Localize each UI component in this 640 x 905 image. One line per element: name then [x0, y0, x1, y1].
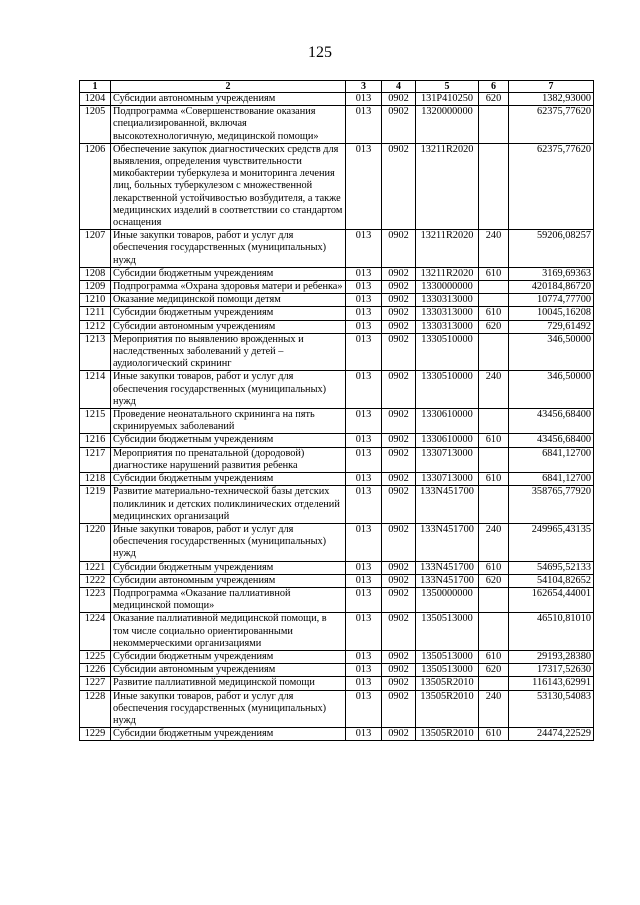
admin-code-cell: 013	[346, 650, 382, 663]
amount-cell: 53130,54083	[509, 690, 594, 728]
section-code-cell: 0902	[382, 320, 416, 333]
budget-table	[79, 80, 594, 741]
expense-type-cell: 610	[479, 473, 509, 486]
section-code-cell: 0902	[382, 677, 416, 690]
section-code-cell: 0902	[382, 409, 416, 434]
expense-type-cell: 620	[479, 320, 509, 333]
page-number: 125	[308, 44, 332, 61]
row-name-cell: Субсидии автономным учреждениям	[111, 574, 346, 587]
amount-cell: 46510,81010	[509, 613, 594, 651]
admin-code-cell: 013	[346, 523, 382, 561]
header-row	[80, 81, 594, 93]
row-name-cell: Субсидии бюджетным учреждениям	[111, 267, 346, 280]
section-code-cell: 0902	[382, 587, 416, 612]
admin-code-cell: 013	[346, 371, 382, 409]
row-number-cell: 1228	[80, 690, 111, 728]
section-code-cell: 0902	[382, 106, 416, 144]
expense-type-cell	[479, 294, 509, 307]
amount-cell: 43456,68400	[509, 409, 594, 434]
row-number-cell: 1217	[80, 447, 111, 472]
amount-cell: 54695,52133	[509, 561, 594, 574]
row-number-cell: 1224	[80, 613, 111, 651]
target-code-cell: 1330713000	[416, 447, 479, 472]
table-row	[80, 281, 594, 294]
table-row	[80, 677, 594, 690]
row-name-cell: Развитие материально-технической базы детских поликлиник и детских поликлинических отделений медицинских организаций	[111, 486, 346, 524]
row-name-cell: Подпрограмма «Оказание паллиативной медицинской помощи»	[111, 587, 346, 612]
table-row	[80, 486, 594, 524]
table-row	[80, 333, 594, 371]
expense-type-cell	[479, 587, 509, 612]
section-code-cell: 0902	[382, 650, 416, 663]
target-code-cell: 133N451700	[416, 486, 479, 524]
section-code-cell: 0902	[382, 728, 416, 741]
table-row	[80, 728, 594, 741]
section-code-cell: 0902	[382, 333, 416, 371]
expense-type-cell	[479, 143, 509, 229]
target-code-cell: 1330313000	[416, 320, 479, 333]
expense-type-cell: 620	[479, 664, 509, 677]
admin-code-cell: 013	[346, 690, 382, 728]
row-number-cell: 1213	[80, 333, 111, 371]
target-code-cell: 1320000000	[416, 106, 479, 144]
row-number-cell: 1218	[80, 473, 111, 486]
row-name-cell: Иные закупки товаров, работ и услуг для обеспечения государственных (муниципальных) нужд	[111, 523, 346, 561]
row-name-cell: Субсидии бюджетным учреждениям	[111, 473, 346, 486]
amount-cell: 29193,28380	[509, 650, 594, 663]
target-code-cell: 1330713000	[416, 473, 479, 486]
amount-cell: 346,50000	[509, 333, 594, 371]
expense-type-cell: 240	[479, 523, 509, 561]
target-code-cell: 133N451700	[416, 561, 479, 574]
admin-code-cell: 013	[346, 473, 382, 486]
row-number-cell: 1220	[80, 523, 111, 561]
table-row	[80, 320, 594, 333]
admin-code-cell: 013	[346, 486, 382, 524]
table-row	[80, 447, 594, 472]
target-code-cell: 13211R2020	[416, 267, 479, 280]
expense-type-cell	[479, 447, 509, 472]
table-row	[80, 267, 594, 280]
row-name-cell: Оказание паллиативной медицинской помощи, в том числе социально ориентированными некоммерческими организациями	[111, 613, 346, 651]
admin-code-cell: 013	[346, 230, 382, 268]
amount-cell: 358765,77920	[509, 486, 594, 524]
row-number-cell: 1225	[80, 650, 111, 663]
row-number-cell: 1211	[80, 307, 111, 320]
amount-cell: 59206,08257	[509, 230, 594, 268]
amount-cell: 6841,12700	[509, 447, 594, 472]
row-name-cell: Субсидии бюджетным учреждениям	[111, 728, 346, 741]
table-row	[80, 613, 594, 651]
header-cell: 5	[416, 81, 479, 93]
section-code-cell: 0902	[382, 613, 416, 651]
row-name-cell: Обеспечение закупок диагностических средств для выявления, определения чувствительности микобактерии туберкулеза и мониторинга лечения лиц, больных туберкулезом с множественной лекарственной устойчивостью возбудителя, а также медицинских изделий в соответствии со стандартом оснащения	[111, 143, 346, 229]
row-name-cell: Оказание медицинской помощи детям	[111, 294, 346, 307]
amount-cell: 6841,12700	[509, 473, 594, 486]
row-number-cell: 1229	[80, 728, 111, 741]
admin-code-cell: 013	[346, 281, 382, 294]
target-code-cell: 1350513000	[416, 613, 479, 651]
row-name-cell: Мероприятия по пренатальной (дородовой) диагностике нарушений развития ребенка	[111, 447, 346, 472]
expense-type-cell	[479, 409, 509, 434]
section-code-cell: 0902	[382, 690, 416, 728]
target-code-cell: 1330313000	[416, 294, 479, 307]
expense-type-cell: 620	[479, 93, 509, 106]
amount-cell: 17317,52630	[509, 664, 594, 677]
row-name-cell: Мероприятия по выявлению врожденных и наследственных заболеваний у детей – аудиологический скрининг	[111, 333, 346, 371]
row-number-cell: 1210	[80, 294, 111, 307]
expense-type-cell: 610	[479, 561, 509, 574]
amount-cell: 346,50000	[509, 371, 594, 409]
table-row	[80, 294, 594, 307]
header-cell: 4	[382, 81, 416, 93]
section-code-cell: 0902	[382, 486, 416, 524]
row-number-cell: 1223	[80, 587, 111, 612]
row-name-cell: Подпрограмма «Охрана здоровья матери и ребенка»	[111, 281, 346, 294]
row-number-cell: 1209	[80, 281, 111, 294]
table-row	[80, 93, 594, 106]
row-number-cell: 1219	[80, 486, 111, 524]
section-code-cell: 0902	[382, 93, 416, 106]
expense-type-cell	[479, 106, 509, 144]
target-code-cell: 133N451700	[416, 574, 479, 587]
row-name-cell: Иные закупки товаров, работ и услуг для обеспечения государственных (муниципальных) нужд	[111, 371, 346, 409]
row-number-cell: 1206	[80, 143, 111, 229]
row-number-cell: 1215	[80, 409, 111, 434]
expense-type-cell: 610	[479, 267, 509, 280]
row-number-cell: 1208	[80, 267, 111, 280]
expense-type-cell: 240	[479, 371, 509, 409]
table-row	[80, 664, 594, 677]
amount-cell: 420184,86720	[509, 281, 594, 294]
row-number-cell: 1221	[80, 561, 111, 574]
row-number-cell: 1212	[80, 320, 111, 333]
admin-code-cell: 013	[346, 294, 382, 307]
header-cell: 7	[509, 81, 594, 93]
row-name-cell: Субсидии бюджетным учреждениям	[111, 434, 346, 447]
target-code-cell: 1350513000	[416, 664, 479, 677]
row-name-cell: Субсидии бюджетным учреждениям	[111, 561, 346, 574]
section-code-cell: 0902	[382, 371, 416, 409]
target-code-cell: 13211R2020	[416, 230, 479, 268]
section-code-cell: 0902	[382, 664, 416, 677]
section-code-cell: 0902	[382, 230, 416, 268]
row-name-cell: Развитие паллиативной медицинской помощи	[111, 677, 346, 690]
row-name-cell: Субсидии автономным учреждениям	[111, 320, 346, 333]
amount-cell: 54104,82652	[509, 574, 594, 587]
target-code-cell: 1330000000	[416, 281, 479, 294]
target-code-cell: 131P410250	[416, 93, 479, 106]
row-name-cell: Субсидии автономным учреждениям	[111, 93, 346, 106]
expense-type-cell: 610	[479, 434, 509, 447]
expense-type-cell: 610	[479, 307, 509, 320]
target-code-cell: 13505R2010	[416, 728, 479, 741]
table-row	[80, 434, 594, 447]
amount-cell: 3169,69363	[509, 267, 594, 280]
row-number-cell: 1205	[80, 106, 111, 144]
admin-code-cell: 013	[346, 561, 382, 574]
amount-cell: 729,61492	[509, 320, 594, 333]
table-row	[80, 650, 594, 663]
admin-code-cell: 013	[346, 587, 382, 612]
target-code-cell: 133N451700	[416, 523, 479, 561]
section-code-cell: 0902	[382, 574, 416, 587]
expense-type-cell	[479, 486, 509, 524]
target-code-cell: 1330313000	[416, 307, 479, 320]
expense-type-cell	[479, 613, 509, 651]
admin-code-cell: 013	[346, 664, 382, 677]
row-number-cell: 1227	[80, 677, 111, 690]
target-code-cell: 13211R2020	[416, 143, 479, 229]
target-code-cell: 1330510000	[416, 371, 479, 409]
table-row	[80, 523, 594, 561]
table-row	[80, 409, 594, 434]
section-code-cell: 0902	[382, 267, 416, 280]
section-code-cell: 0902	[382, 561, 416, 574]
header-cell: 6	[479, 81, 509, 93]
section-code-cell: 0902	[382, 523, 416, 561]
target-code-cell: 1350513000	[416, 650, 479, 663]
section-code-cell: 0902	[382, 307, 416, 320]
expense-type-cell: 240	[479, 690, 509, 728]
admin-code-cell: 013	[346, 574, 382, 587]
table-row	[80, 230, 594, 268]
admin-code-cell: 013	[346, 307, 382, 320]
table-row	[80, 574, 594, 587]
admin-code-cell: 013	[346, 267, 382, 280]
admin-code-cell: 013	[346, 333, 382, 371]
admin-code-cell: 013	[346, 409, 382, 434]
amount-cell: 24474,22529	[509, 728, 594, 741]
expense-type-cell	[479, 281, 509, 294]
row-name-cell: Субсидии бюджетным учреждениям	[111, 650, 346, 663]
admin-code-cell: 013	[346, 143, 382, 229]
table-row	[80, 106, 594, 144]
row-number-cell: 1216	[80, 434, 111, 447]
amount-cell: 10045,16208	[509, 307, 594, 320]
target-code-cell: 13505R2010	[416, 677, 479, 690]
admin-code-cell: 013	[346, 447, 382, 472]
admin-code-cell: 013	[346, 434, 382, 447]
table-row	[80, 690, 594, 728]
amount-cell: 249965,43135	[509, 523, 594, 561]
table-row	[80, 473, 594, 486]
expense-type-cell	[479, 333, 509, 371]
section-code-cell: 0902	[382, 281, 416, 294]
target-code-cell: 1330510000	[416, 333, 479, 371]
table-row	[80, 561, 594, 574]
expense-type-cell: 610	[479, 650, 509, 663]
row-name-cell: Иные закупки товаров, работ и услуг для обеспечения государственных (муниципальных) нужд	[111, 230, 346, 268]
table-body	[80, 93, 594, 741]
table-row	[80, 143, 594, 229]
table-row	[80, 307, 594, 320]
row-name-cell: Субсидии автономным учреждениям	[111, 664, 346, 677]
row-name-cell: Проведение неонатального скрининга на пять скринируемых заболеваний	[111, 409, 346, 434]
section-code-cell: 0902	[382, 143, 416, 229]
section-code-cell: 0902	[382, 447, 416, 472]
amount-cell: 116143,62991	[509, 677, 594, 690]
admin-code-cell: 013	[346, 728, 382, 741]
amount-cell: 62375,77620	[509, 143, 594, 229]
section-code-cell: 0902	[382, 434, 416, 447]
row-number-cell: 1226	[80, 664, 111, 677]
header-cell: 2	[111, 81, 346, 93]
row-number-cell: 1204	[80, 93, 111, 106]
amount-cell: 10774,77700	[509, 294, 594, 307]
table-row	[80, 371, 594, 409]
admin-code-cell: 013	[346, 106, 382, 144]
expense-type-cell	[479, 677, 509, 690]
amount-cell: 62375,77620	[509, 106, 594, 144]
table-row	[80, 587, 594, 612]
row-name-cell: Подпрограмма «Совершенствование оказания специализированной, включая высокотехнологичную, медицинской помощи»	[111, 106, 346, 144]
target-code-cell: 1330610000	[416, 434, 479, 447]
admin-code-cell: 013	[346, 677, 382, 690]
row-name-cell: Субсидии бюджетным учреждениям	[111, 307, 346, 320]
amount-cell: 162654,44001	[509, 587, 594, 612]
admin-code-cell: 013	[346, 93, 382, 106]
section-code-cell: 0902	[382, 294, 416, 307]
expense-type-cell: 610	[479, 728, 509, 741]
target-code-cell: 13505R2010	[416, 690, 479, 728]
section-code-cell: 0902	[382, 473, 416, 486]
amount-cell: 43456,68400	[509, 434, 594, 447]
admin-code-cell: 013	[346, 320, 382, 333]
row-number-cell: 1214	[80, 371, 111, 409]
amount-cell: 1382,93000	[509, 93, 594, 106]
target-code-cell: 1330610000	[416, 409, 479, 434]
row-number-cell: 1207	[80, 230, 111, 268]
header-cell: 1	[80, 81, 111, 93]
header-cell: 3	[346, 81, 382, 93]
row-name-cell: Иные закупки товаров, работ и услуг для обеспечения государственных (муниципальных) нужд	[111, 690, 346, 728]
expense-type-cell: 620	[479, 574, 509, 587]
target-code-cell: 1350000000	[416, 587, 479, 612]
row-number-cell: 1222	[80, 574, 111, 587]
admin-code-cell: 013	[346, 613, 382, 651]
expense-type-cell: 240	[479, 230, 509, 268]
